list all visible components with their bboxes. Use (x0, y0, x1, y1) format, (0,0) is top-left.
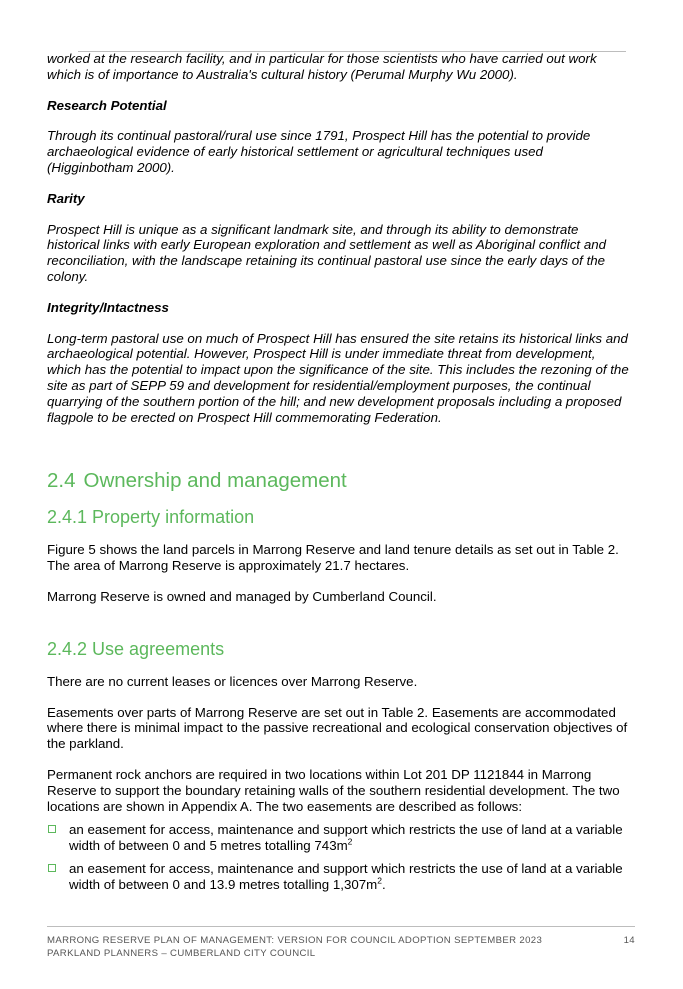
page-footer (47, 934, 635, 960)
section-2-4-2-heading: 2.4.2 Use agreements (47, 638, 225, 659)
superscript: 2 (347, 836, 353, 847)
list-item-tail: . (381, 876, 386, 892)
property-info-paragraph-1: Figure 5 shows the land parcels in Marrong Reserve and land tenure details as set out in Table 2. The area of Marrong Reserve is approximately 21.7 hectares. (47, 542, 619, 574)
footer-rule (47, 926, 635, 927)
research-potential-paragraph: Through its continual pastoral/rural use since 1791, Prospect Hill has the potential to provide archaeological evidence of early historical settlement or agricultural techniques used (Higginbotham 2000). (47, 128, 591, 175)
section-2-4-1-heading: 2.4.1 Property information (47, 507, 255, 528)
use-agreements-paragraph-2: Easements over parts of Marrong Reserve are set out in Table 2. Easements are accommodated where there is minimal impact to the passive recreational and ecological conservation objectives of the parkland. (47, 704, 628, 752)
use-agreements-paragraph-3: Permanent rock anchors are required in two locations within Lot 201 DP 1121844 in Marrong Reserve to support the boundary retaining walls of the southern residential development. The two locations are shown in Appendix A. The two easements are described as follows: (47, 766, 620, 814)
intro-paragraph: worked at the research facility, and in particular for those scientists who have carried out work which is of importance to Australia's cultural history (Perumal Murphy Wu 2000). (47, 51, 597, 82)
easement-list (47, 822, 632, 892)
rarity-paragraph: Prospect Hill is unique as a significant landmark site, and through its ability to demonstrate historical links with early European exploration and settlement as well as Aboriginal conflict and reconciliation, with the landscape retaining its continual pastoral use since the early days of the colony. (47, 221, 607, 284)
integrity-paragraph: Long-term pastoral use on much of Prospect Hill has ensured the site retains its historical links and archaeological potential. However, Prospect Hill is under immediate threat from development, which has the potential to impact upon the significance of the site. This includes the rezoning of the site as part of SEPP 59 and development for residential/employment purposes, the continual quarrying of the southern portion of the hill; and new development proposals including a proposed flagpole to be erected on Prospect Hill commemorating Federation. (47, 330, 629, 425)
footer-document-title: MARRONG RESERVE PLAN OF MANAGEMENT: VERSION FOR COUNCIL ADOPTION SEPTEMBER 2023 (47, 935, 543, 946)
use-agreements-paragraph-1: There are no current leases or licences over Marrong Reserve. (47, 673, 418, 689)
research-potential-heading: Research Potential (47, 97, 167, 113)
square-bullet-icon (48, 864, 56, 872)
integrity-heading: Integrity/Intactness (47, 299, 169, 315)
page-number: 14 (623, 935, 635, 946)
section-2-4-heading (47, 469, 632, 493)
section-number: 2.4 (47, 469, 76, 493)
square-bullet-icon (48, 825, 56, 833)
superscript: 2 (377, 875, 382, 886)
property-info-paragraph-2: Marrong Reserve is owned and managed by Cumberland Council. (47, 588, 437, 604)
footer-organisation: PARKLAND PLANNERS – CUMBERLAND CITY COUNCIL (47, 948, 316, 959)
list-item (47, 822, 632, 854)
section-title: Ownership and management (83, 469, 347, 493)
list-item (47, 861, 632, 893)
rarity-heading: Rarity (47, 190, 85, 206)
list-item-text: an easement for access, maintenance and support which restricts the use of land at a variable width of between 0 and 13.9 metres totalling 1,307m (69, 860, 623, 892)
page-body (47, 51, 632, 900)
list-item-text: an easement for access, maintenance and support which restricts the use of land at a variable width of between 0 and 5 metres totalling 743m (69, 822, 623, 854)
